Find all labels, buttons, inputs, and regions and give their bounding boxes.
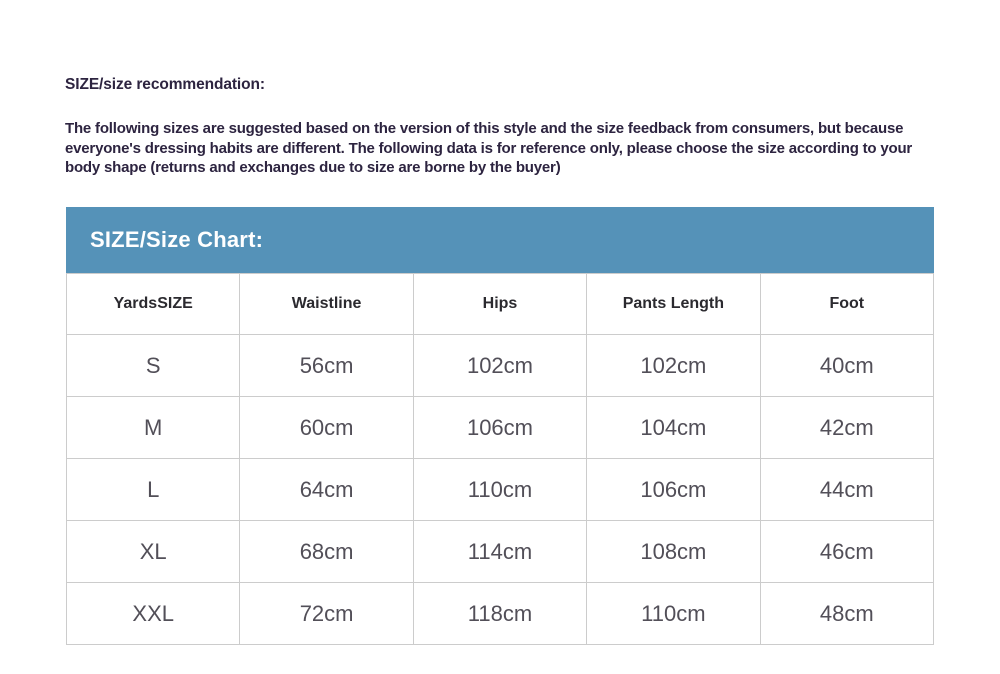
table-row-l [67,459,934,521]
size-label-cell: S [67,335,240,397]
table-cell: 48cm [760,583,933,645]
size-label-cell: M [67,397,240,459]
size-chart-banner [66,207,934,273]
table-row-xl [67,521,934,583]
size-chart-banner-title: SIZE/Size Chart: [90,227,264,252]
size-recommendation-text: The following sizes are suggested based on the version of this style and the size feedback from consumers, but because everyone's dressing habits are different. The following data is for reference only, please choose the size according to your body shape (returns and exchanges due to size are borne by the buyer) [65,120,913,176]
table-cell: 46cm [760,521,933,583]
column-header-foot: Foot [760,274,933,335]
size-label-cell: XL [67,521,240,583]
column-header-pants-length: Pants Length [587,274,760,335]
table-cell: 44cm [760,459,933,521]
size-label-cell: L [67,459,240,521]
table-cell: 106cm [413,397,586,459]
table-cell: 60cm [240,397,413,459]
column-header-hips: Hips [413,274,586,335]
table-cell: 40cm [760,335,933,397]
size-recommendation-heading: SIZE/size recommendation: [65,76,265,93]
column-header-yards-size: YardsSIZE [67,274,240,335]
table-cell: 110cm [413,459,586,521]
table-cell: 102cm [413,335,586,397]
size-label-cell: XXL [67,583,240,645]
table-cell: 106cm [587,459,760,521]
table-cell: 108cm [587,521,760,583]
table-cell: 104cm [587,397,760,459]
table-row-xxl [67,583,934,645]
table-row-s [67,335,934,397]
table-row-m [67,397,934,459]
table-cell: 110cm [587,583,760,645]
table-header-row [67,274,934,335]
table-cell: 42cm [760,397,933,459]
table-cell: 114cm [413,521,586,583]
table-cell: 68cm [240,521,413,583]
column-header-waistline: Waistline [240,274,413,335]
table-cell: 64cm [240,459,413,521]
size-chart-table [66,273,934,645]
table-cell: 118cm [413,583,586,645]
table-cell: 56cm [240,335,413,397]
table-cell: 102cm [587,335,760,397]
table-cell: 72cm [240,583,413,645]
